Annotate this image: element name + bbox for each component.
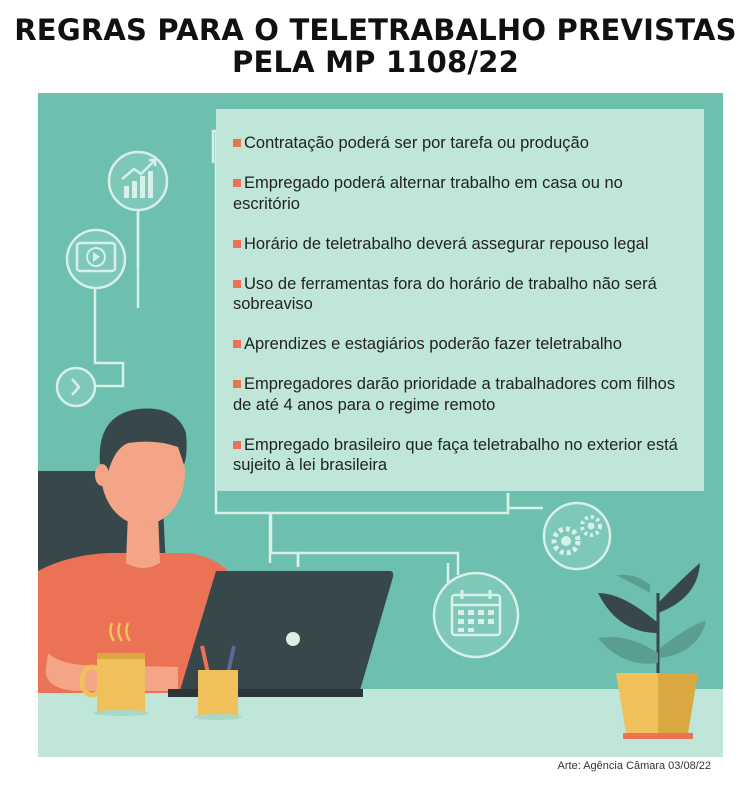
title-line-1: REGRAS PARA O TELETRABALHO PREVISTAS <box>14 13 737 47</box>
rule-item: Contratação poderá ser por tarefa ou produção <box>233 133 692 154</box>
rule-item: Horário de teletrabalho deverá assegurar repouso legal <box>233 234 692 255</box>
rule-item: Empregadores darão prioridade a trabalhadores com filhos de até 4 anos para o regime remoto <box>233 375 676 414</box>
rules-panel <box>216 109 704 491</box>
bullet-icon <box>233 139 241 147</box>
play-icon <box>67 230 125 288</box>
title-line-2: PELA MP 1108/22 <box>232 45 519 79</box>
chart-icon <box>109 152 167 210</box>
gears-icon <box>544 503 610 569</box>
rule-item: Empregado brasileiro que faça teletrabalho no exterior está sujeito à lei brasileira <box>233 435 678 474</box>
clock-icon <box>57 368 95 406</box>
rule-item: Aprendizes e estagiários poderão fazer teletrabalho <box>233 334 692 355</box>
bullet-icon <box>233 380 241 388</box>
illustration <box>38 93 723 757</box>
bullet-icon <box>233 240 241 248</box>
bullet-icon <box>233 280 241 288</box>
bullet-icon <box>233 179 241 187</box>
bullet-icon <box>233 441 241 449</box>
page-title <box>0 14 751 78</box>
calendar-icon <box>434 573 518 657</box>
rule-item: Empregado poderá alternar trabalho em casa ou no escritório <box>233 174 623 213</box>
credit-text: Arte: Agência Câmara 03/08/22 <box>557 760 711 772</box>
rule-item: Uso de ferramentas fora do horário de trabalho não será sobreaviso <box>233 274 657 313</box>
bullet-icon <box>233 340 241 348</box>
